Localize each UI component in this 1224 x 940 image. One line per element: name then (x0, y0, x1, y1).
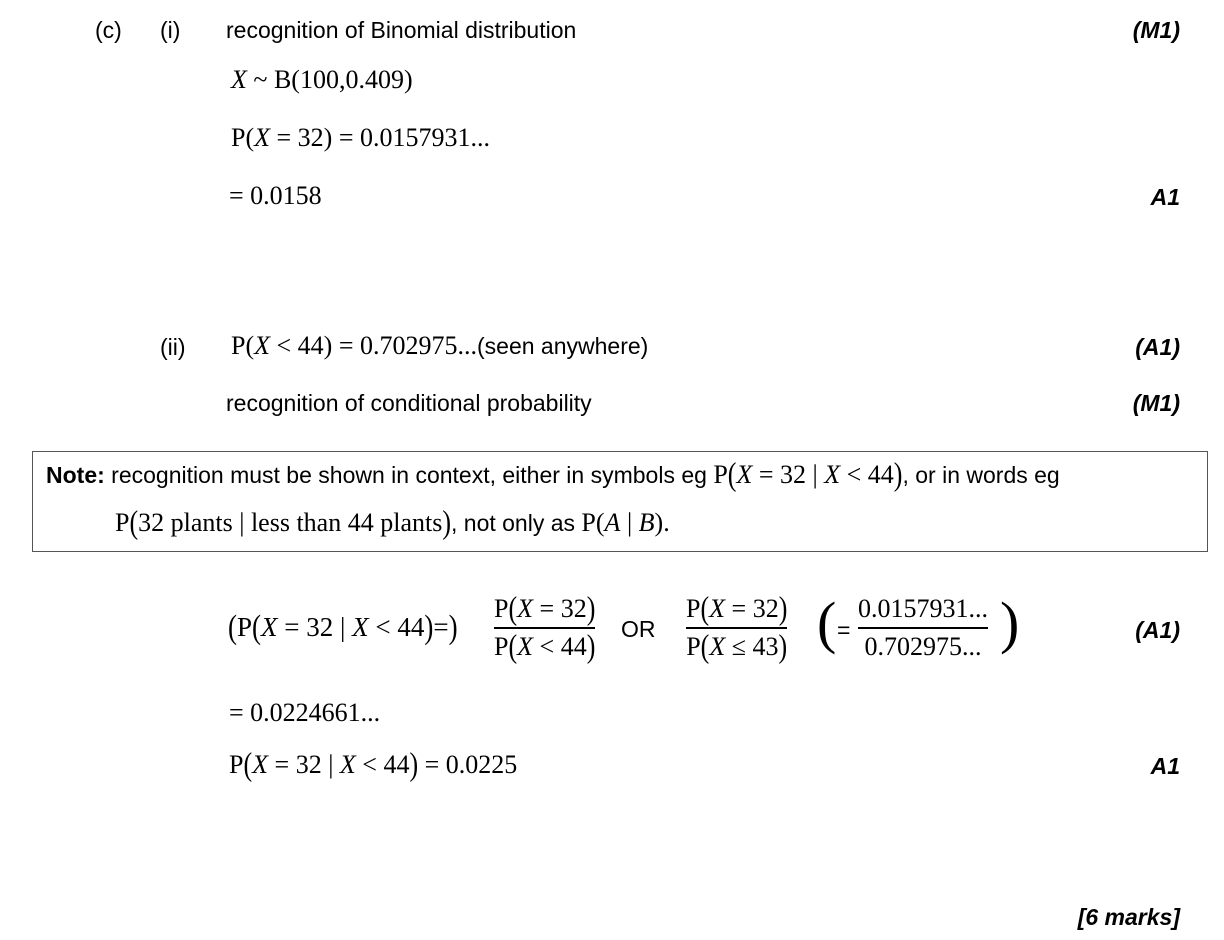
note-text-2: , or in words eg (902, 462, 1060, 488)
fraction-3-bar (858, 627, 988, 629)
fraction-2-denominator: P(X ≤ 43) (686, 627, 788, 664)
pab-a: A (604, 508, 621, 537)
final-mid: = 32 | (268, 750, 340, 779)
p-less-44-mark: (A1) (1135, 334, 1180, 360)
f1d-rest: < 44 (533, 631, 587, 661)
p-less-44-line (231, 331, 648, 361)
binomial-recognition-text: recognition of Binomial distribution (226, 17, 577, 43)
open-big-paren: ( (817, 590, 837, 655)
part-c-label: (c) (95, 17, 122, 43)
lhs-mid: = 32 | (277, 612, 353, 642)
final-result-mark: A1 (1150, 753, 1180, 779)
dist-spec: ~ B(100,0.409) (246, 65, 413, 94)
note-line-1 (46, 456, 1060, 493)
f2d-rest: ≤ 43 (725, 631, 779, 661)
final-x2: X (339, 750, 356, 779)
p44-p: P( (231, 331, 255, 360)
note-sym-p: P (713, 460, 728, 489)
f2d-x: X (709, 631, 726, 661)
f1n-x: X (517, 594, 534, 623)
note-pab (581, 508, 669, 537)
fraction-3 (858, 594, 988, 662)
expression-mark: (A1) (1135, 617, 1180, 643)
note-box (32, 451, 1208, 552)
p44-x: X (254, 331, 271, 360)
lhs-x2: X (352, 612, 369, 642)
conditional-recognition-mark: (M1) (1132, 390, 1180, 416)
note-sym-end: < 44 (840, 460, 894, 489)
conditional-recognition-text: recognition of conditional probability (226, 390, 592, 416)
note-sym-x2: X (824, 460, 841, 489)
note-sym-mid: = 32 | (752, 460, 825, 489)
final-p: P (229, 750, 244, 779)
f1n-rest: = 32 (533, 594, 587, 623)
note-symbol-expression: P(X = 32 | X < 44) (713, 456, 903, 493)
fraction-3-denominator: 0.702975... (864, 631, 982, 661)
fraction-1-denominator: P(X < 44) (494, 627, 596, 664)
note-label: Note: (46, 462, 105, 488)
f2n-p: P (686, 594, 701, 623)
prob-p: P( (231, 123, 255, 152)
lhs-p: P (237, 612, 253, 642)
final-tail: = 0.0225 (418, 750, 518, 779)
f2d-p: P (686, 631, 701, 661)
rounded-result-mark: A1 (1150, 184, 1180, 210)
rounded-result: = 0.0158 (229, 181, 322, 210)
p44-note: (seen anywhere) (477, 333, 649, 359)
part-ii-label: (ii) (160, 334, 186, 360)
distribution-line (231, 65, 413, 95)
pab-close: ). (654, 508, 670, 537)
fraction-1 (494, 590, 596, 664)
lhs-end: < 44 (368, 612, 425, 642)
eq-sign: = (837, 617, 851, 643)
binomial-recognition-mark: (M1) (1132, 17, 1180, 43)
f2n-x: X (709, 594, 726, 623)
f1n-p: P (494, 594, 509, 623)
final-end: < 44 (355, 750, 410, 779)
pab-b: B (638, 508, 655, 537)
p44-rest: < 44) = 0.702975... (270, 331, 477, 360)
dist-var: X (231, 65, 247, 94)
note-text-3: , not only as (451, 510, 582, 536)
pab-p: P( (581, 508, 605, 537)
conditional-lhs: (P(X = 32 | X < 44)=) (228, 608, 458, 646)
f2n-rest: = 32 (725, 594, 779, 623)
note-text-1: recognition must be shown in context, either in symbols eg (104, 462, 714, 488)
note-words-inner: 32 plants | less than 44 plants (138, 508, 443, 537)
note-line-2 (115, 504, 670, 541)
fraction-2 (686, 590, 788, 664)
total-marks: [6 marks] (1077, 904, 1180, 930)
probability-line (231, 123, 490, 153)
or-text: OR (621, 616, 656, 642)
final-x1: X (252, 750, 269, 779)
pab-bar: | (620, 508, 639, 537)
f1d-p: P (494, 631, 509, 661)
lhs-x1: X (261, 612, 278, 642)
f1d-x: X (517, 631, 534, 661)
lhs-eq: = (433, 612, 449, 642)
close-big-paren: ) (1000, 590, 1020, 655)
unrounded-result: = 0.0224661... (229, 698, 381, 727)
fraction-2-numerator: P(X = 32) (686, 590, 788, 627)
prob-rhs: = 32) = 0.0157931... (270, 123, 490, 152)
note-words-expression: P(32 plants | less than 44 plants) (115, 504, 451, 541)
note-words-p: P (115, 508, 130, 537)
fraction-3-numerator: 0.0157931... (858, 594, 988, 623)
prob-x: X (254, 123, 271, 152)
part-i-label: (i) (160, 17, 181, 43)
fraction-1-numerator: P(X = 32) (494, 590, 596, 627)
final-result: P(X = 32 | X < 44) = 0.0225 (229, 746, 518, 783)
note-sym-x1: X (736, 460, 753, 489)
